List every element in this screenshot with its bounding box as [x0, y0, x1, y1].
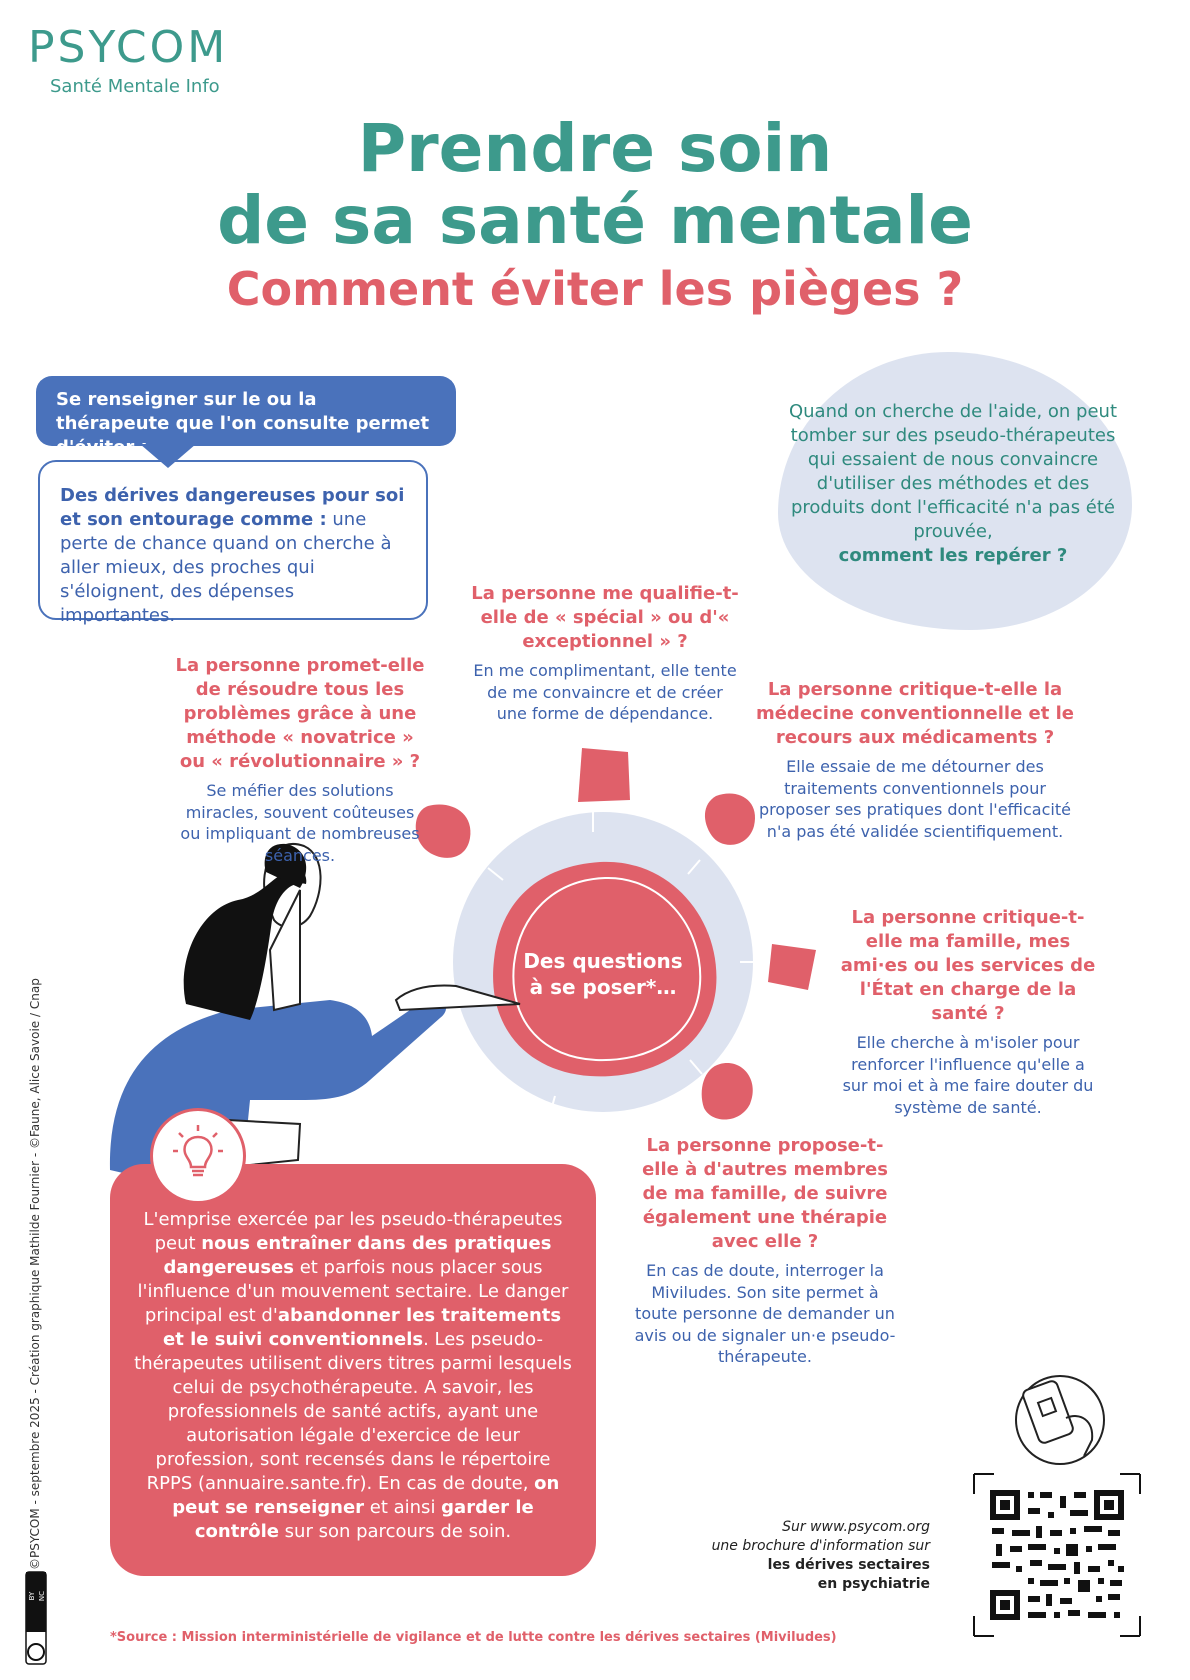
question-title: La personne critique-t-elle la médecine conventionnelle et le recours aux médicaments ? — [755, 679, 1075, 748]
question-title: La personne propose-t-elle à d'autres membres de ma famille, de suivre également une thérapie avec elle ? — [642, 1135, 888, 1252]
info-text: et ainsi — [364, 1497, 442, 1518]
intro-text: Quand on cherche de l'aide, on peut tomber sur des pseudo-thérapeutes qui essaient de nous convaincre d'utiliser des méthodes et des produits dont l'efficacité n'a pas été prouvée, — [788, 401, 1118, 542]
petal-far-right — [768, 944, 816, 990]
question-body: Elle cherche à m'isoler pour renforcer l'influence qu'elle a sur moi et à me faire douter du système de santé. — [842, 1033, 1094, 1117]
question-medicine — [750, 678, 1080, 842]
petal-top — [578, 748, 630, 802]
cc-license-icon — [26, 1572, 46, 1664]
info-box — [110, 1164, 596, 1576]
logo: PSYCOM — [28, 22, 229, 73]
brochure-line: une brochure d'information sur — [711, 1538, 930, 1554]
source-note: *Source : Mission interministérielle de vigilance et de lutte contre les dérives sectaires (Miviludes) — [110, 1630, 837, 1645]
brochure-bold: les dérives sectaires — [767, 1557, 930, 1573]
license-label: cc BY NC ND — [18, 1590, 56, 1602]
question-title: La personne critique-t-elle ma famille, mes ami·es ou les services de l'État en charge de la santé ? — [840, 907, 1096, 1024]
info-bold: abandonner les traitements et le suivi conventionnels — [163, 1305, 562, 1350]
lightbulb-icon — [150, 1108, 246, 1204]
brochure-line: Sur www.psycom.org — [782, 1519, 930, 1535]
intro-bold: comment les repérer ? — [838, 545, 1068, 566]
question-special — [470, 582, 740, 725]
page-title-line1: Prendre soin — [357, 110, 833, 187]
question-isolation — [838, 906, 1098, 1118]
logo-tagline: Santé Mentale Info — [50, 76, 220, 97]
question-miracle-method — [175, 654, 425, 866]
dangers-text: une perte de chance quand on cherche à aller mieux, des proches qui s'éloignent, des dépenses importantes. — [60, 509, 392, 626]
info-text: . Les pseudo-thérapeutes utilisent divers titres parmi lesquels celui de psychothérapeute. A savoir, les professionnels de santé actifs, ayant une autorisation légale d'exercice de leur profession, sont recensés dans le répertoire RPPS (annuaire.sante.fr). En cas de doute, — [134, 1329, 572, 1494]
petal-bottom-right — [702, 1063, 753, 1120]
info-text: et parfois nous placer sous l'influence d'un mouvement sectaire. Le danger principal est d' — [137, 1257, 569, 1326]
question-body: Elle essaie de me détourner des traitements conventionnels pour proposer ses pratiques dont l'efficacité n'a pas été validée scientifiquement. — [759, 757, 1071, 841]
speech-bubble: Se renseigner sur le ou la thérapeute que l'on consulte permet d'éviter : — [36, 376, 456, 446]
info-bold: garder le contrôle — [194, 1497, 534, 1542]
dangers-bold: Des dérives dangereuses pour soi et son entourage comme : — [60, 485, 405, 530]
info-bold: nous entraîner dans des pratiques dangereuses — [163, 1233, 552, 1278]
phone-scan-icon — [1016, 1376, 1104, 1464]
question-family-therapy — [630, 1134, 900, 1368]
info-text: L'emprise exercée par les pseudo-thérapeutes peut — [143, 1209, 563, 1254]
question-title: La personne promet-elle de résoudre tous les problèmes grâce à une méthode « novatrice » ou « révolutionnaire » ? — [175, 655, 425, 772]
brochure-note — [640, 1518, 930, 1594]
question-body: Se méfier des solutions miracles, souvent coûteuses ou impliquant de nombreuses séances. — [180, 781, 420, 865]
page-subtitle: Comment éviter les pièges ? — [226, 262, 964, 316]
credits: ©PSYCOM - septembre 2025 - Création graphique Mathilde Fournier - ©Faune, Alice Savoie / Cnap — [28, 978, 42, 1570]
qr-code — [974, 1474, 1140, 1636]
page-title-line2: de sa santé mentale — [217, 182, 973, 259]
info-text: sur son parcours de soin. — [278, 1521, 512, 1542]
center-label: Des questions à se poser*… — [523, 949, 683, 999]
question-title: La personne me qualifie-t-elle de « spécial » ou d'« exceptionnel » ? — [471, 583, 739, 652]
question-body: En cas de doute, interroger la Miviludes. Son site permet à toute personne de demander un avis ou de signaler un·e pseudo-thérapeute. — [634, 1261, 896, 1366]
info-bold: on peut se renseigner — [172, 1473, 560, 1518]
brochure-bold: en psychiatrie — [817, 1576, 930, 1592]
question-body: En me complimentant, elle tente de me convaincre et de créer une forme de dépendance. — [473, 661, 737, 723]
petal-right — [705, 794, 755, 845]
